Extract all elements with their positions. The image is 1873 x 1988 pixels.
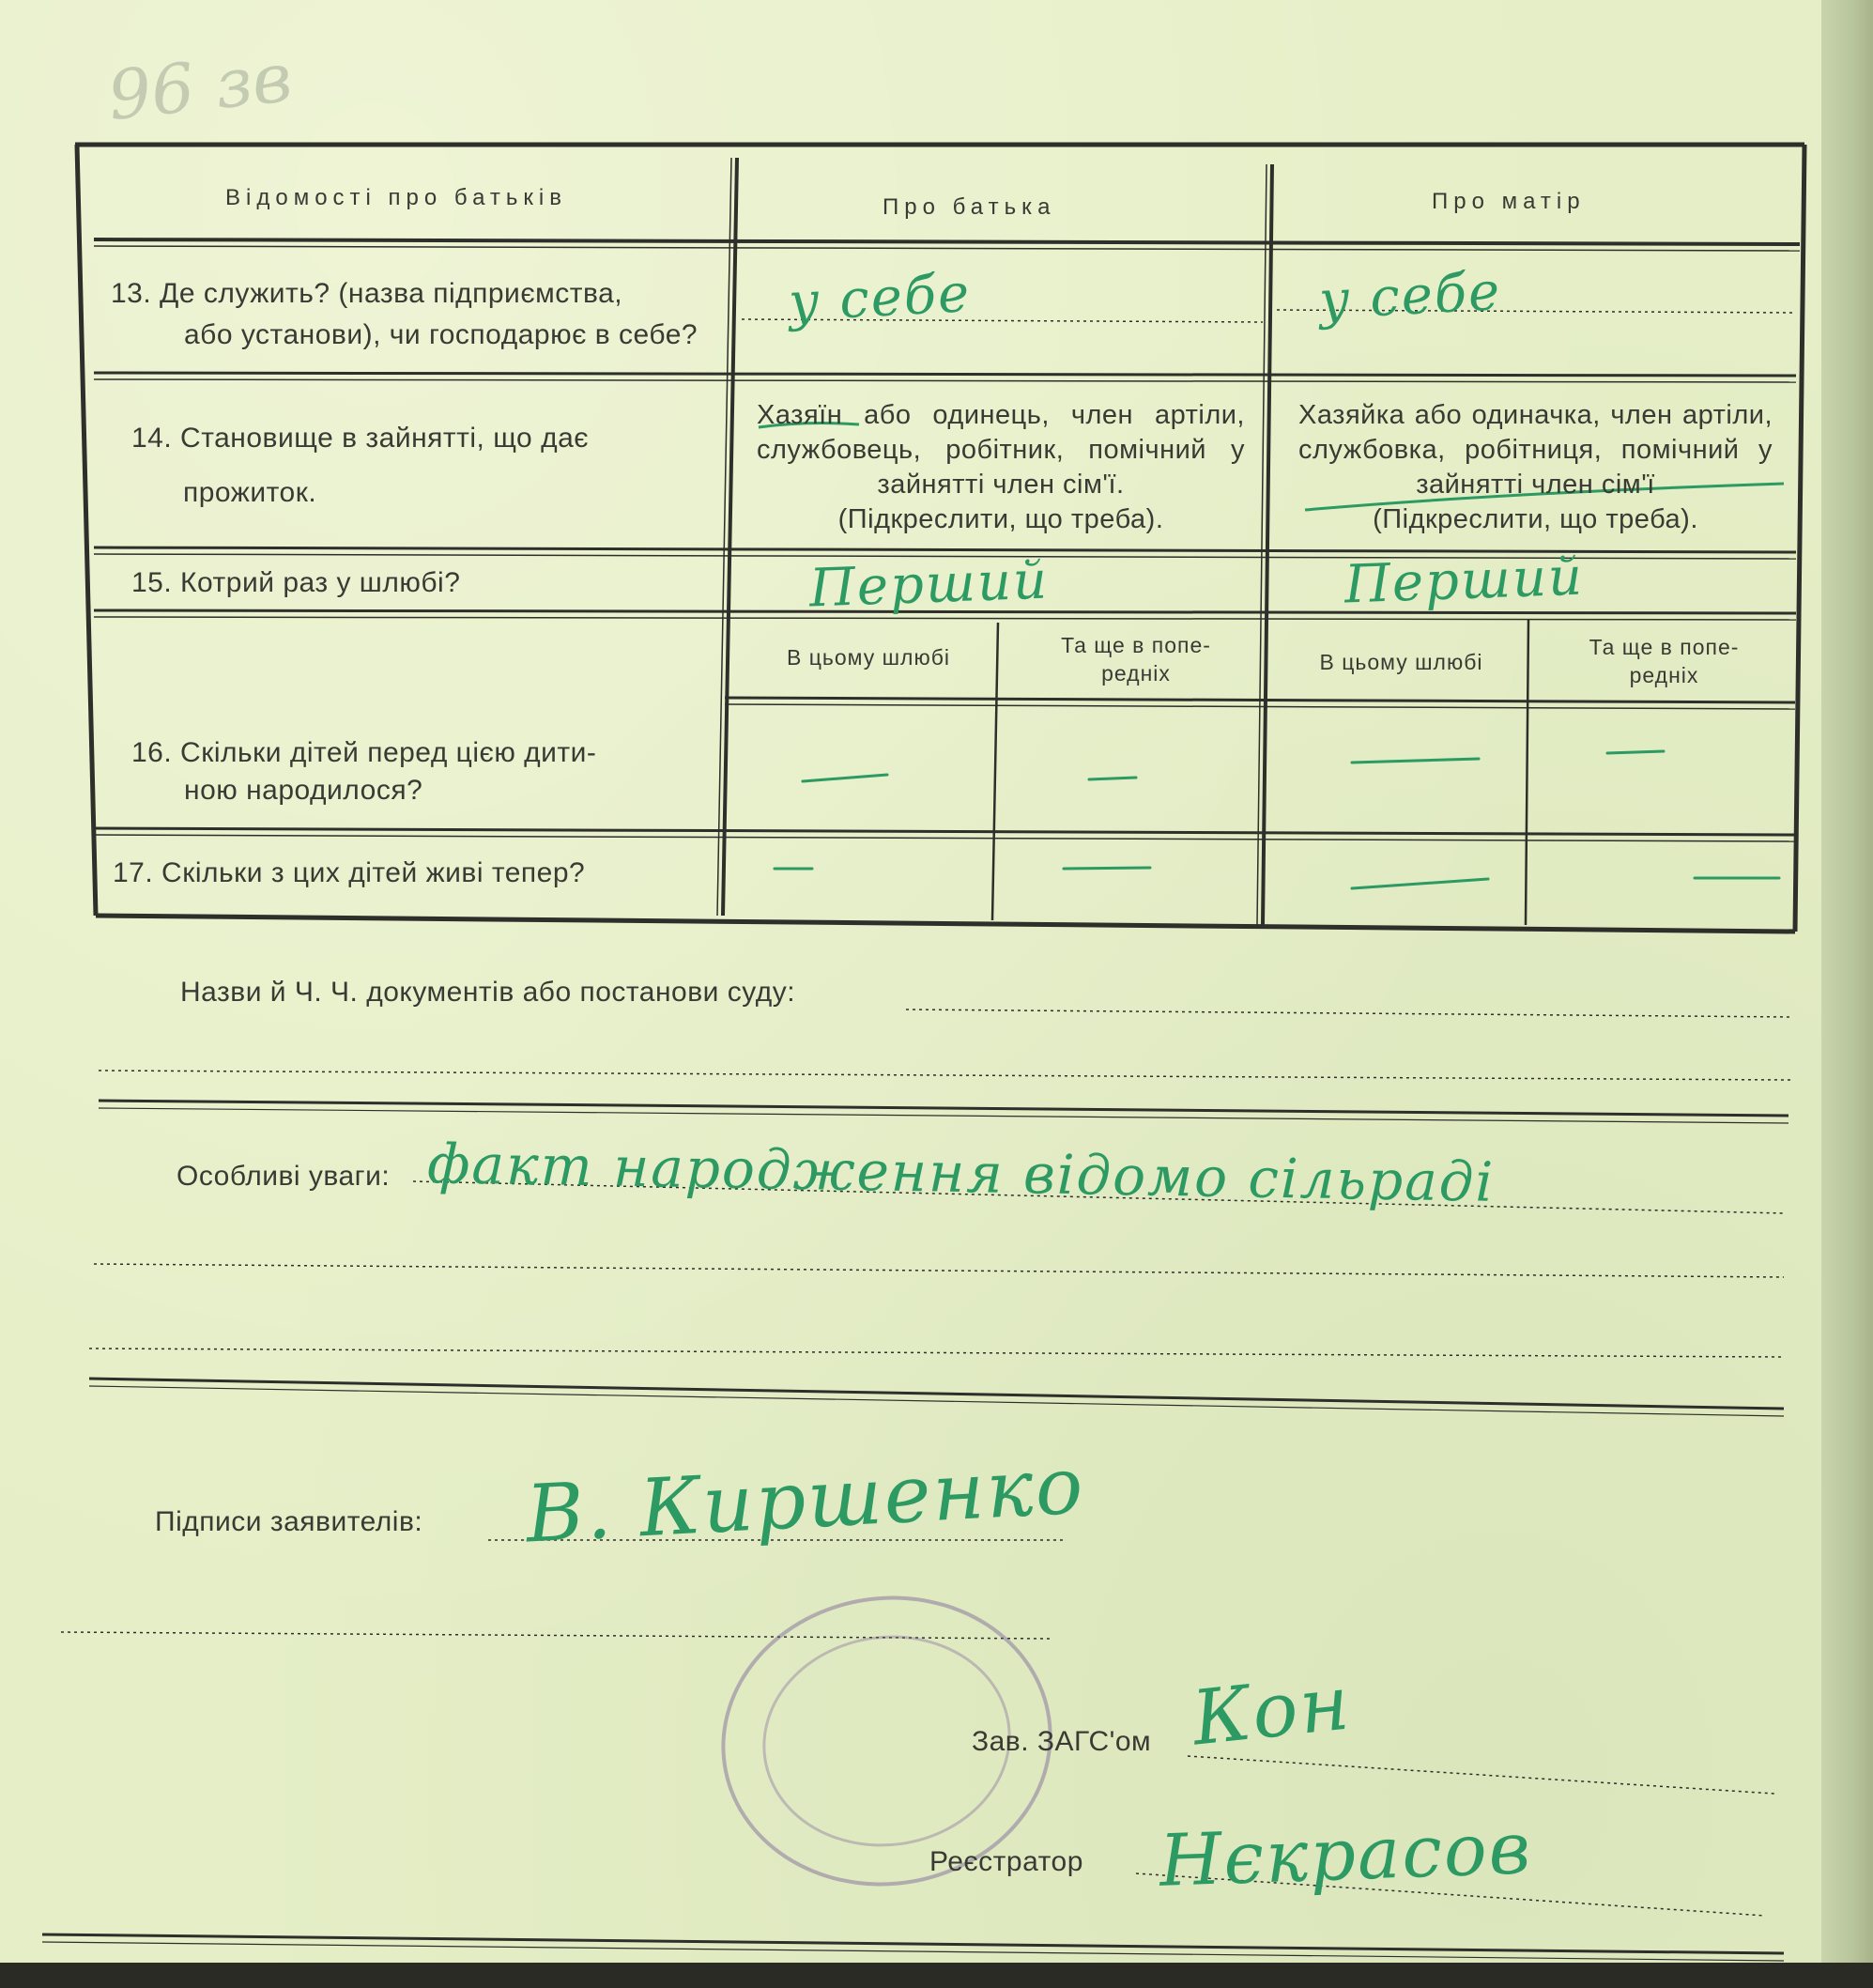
q16-question-line1: 16. Скільки дітей перед цією дити- xyxy=(131,737,597,768)
head-signature: Кон xyxy=(1188,1658,1356,1763)
q14-father-options: Хазяїн або одинець, член артіли, службовець, робітник, помічний у зайнятті член сім'ї. (Підкреслити, що треба). xyxy=(757,398,1245,537)
applicants-label: Підписи заявителів: xyxy=(155,1506,423,1537)
documents-label: Назви й Ч. Ч. документів або постанови суду: xyxy=(180,977,796,1008)
header-father: Про батька xyxy=(883,194,1056,220)
registrar-label: Реєстратор xyxy=(929,1846,1083,1877)
q15-father-answer: Перший xyxy=(807,549,1051,620)
q14-question-line2: прожиток. xyxy=(183,477,317,508)
q16-mother-previous: Та ще в попе- редніх xyxy=(1589,635,1740,687)
q15-mother-answer: Перший xyxy=(1343,546,1586,616)
header-mother: Про матір xyxy=(1432,189,1586,214)
q17-question: 17. Скільки з цих дітей живі тепер? xyxy=(113,857,586,888)
q13-question-line2: або установи), чи господарює в себе? xyxy=(184,319,699,350)
q14-mother-note: (Підкреслити, що треба). xyxy=(1373,504,1698,534)
q15-question: 15. Котрий раз у шлюбі? xyxy=(131,567,461,598)
q13-mother-answer: у себе xyxy=(1317,260,1503,332)
q14-mother-options: Хазяйка або одиначка, член артіли, службовка, робітниця, помічний у зайнятті член сім'ї (Підкреслити, що треба). xyxy=(1298,398,1773,537)
q16-father-previous: Та ще в попе- редніх xyxy=(1061,633,1211,686)
q13-father-answer: у себе xyxy=(787,262,973,334)
q14-question-line1: 14. Становище в зайнятті, що дає xyxy=(131,423,590,454)
q14-father-note: (Підкреслити, що треба). xyxy=(837,504,1164,534)
applicants-signature: В. Киршенко xyxy=(523,1439,1087,1561)
remarks-label: Особливі уваги: xyxy=(177,1161,391,1192)
q13-question-line1: 13. Де служить? (назва підприємства, xyxy=(111,278,623,309)
q16-father-this-marriage: В цьому шлюбі xyxy=(786,645,951,670)
remarks-value: факт народження відомо сільраді xyxy=(426,1132,1496,1214)
q16-question-line2: ною народилося? xyxy=(184,775,423,806)
registrar-signature: Нєкрасов xyxy=(1158,1806,1534,1903)
head-label: Зав. ЗАГС'ом xyxy=(972,1726,1152,1757)
q16-mother-this-marriage: В цьому шлюбі xyxy=(1319,650,1483,674)
archive-number: 96 зв xyxy=(104,38,296,135)
header-info: Відомості про батьків xyxy=(225,185,567,210)
